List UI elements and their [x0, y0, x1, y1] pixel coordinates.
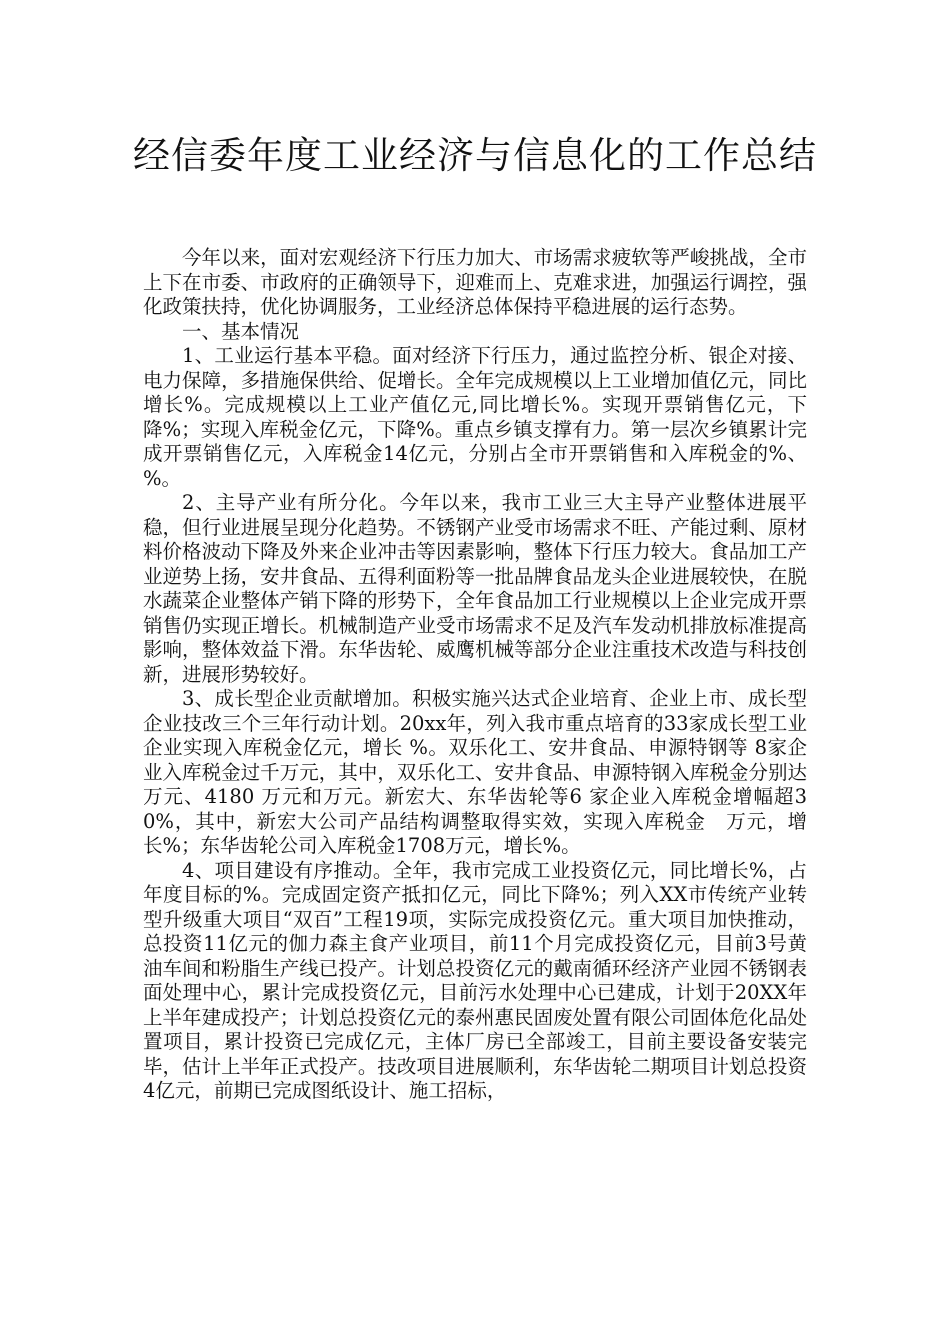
paragraph-intro: 今年以来，面对宏观经济下行压力加大、市场需求疲软等严峻挑战，全市上下在市委、市政府的正确领导下，迎难而上、克难求进，加强运行调控，强化政策扶持，优化协调服务，工业经济总体保持平稳进展的运行态势。 [143, 246, 807, 318]
paragraph-project-construction: 4、项目建设有序推动。全年，我市完成工业投资亿元，同比增长%，占年度目标的%。完成固定资产抵扣亿元，同比下降%；列入XX市传统产业转型升级重大项目“双百”工程19项，实际完成投资亿元。重大项目加快推动，总投资11亿元的伽力森主食产业项目，前11个月完成投资亿元，目前3号黄油车间和粉脂生产线已投产。计划总投资亿元的戴南循环经济产业园不锈钢表面处理中心，累计完成投资亿元，目前污水处理中心已建成，计划于20XX年上半年建成投产；计划总投资亿元的泰州惠民固废处置有限公司固体危化品处置项目，累计投资已完成亿元，主体厂房已全部竣工，目前主要设备安装完毕，估计上半年正式投产。技改项目进展顺利，东华齿轮二期项目计划总投资4亿元，前期已完成图纸设计、施工招标， [143, 858, 807, 1102]
document-title: 经信委年度工业经济与信息化的工作总结 [133, 134, 817, 177]
paragraph-leading-industries: 2、主导产业有所分化。今年以来，我市工业三大主导产业整体进展平稳，但行业进展呈现分化趋势。不锈钢产业受市场需求不旺、产能过剩、原材料价格波动下降及外来企业冲击等因素影响，整体下行压力较大。食品加工产业逆势上扬，安井食品、五得利面粉等一批品牌食品龙头企业进展较快，在脱水蔬菜企业整体产销下降的形势下，全年食品加工行业规模以上企业完成开票销售仍实现正增长。机械制造产业受市场需求不足及汽车发动机排放标准提高影响，整体效益下滑。东华齿轮、威鹰机械等部分企业注重技术改造与科技创新，进展形势较好。 [143, 491, 807, 686]
section-heading-basic-situation: 一、基本情况 [182, 319, 300, 343]
document-body [143, 246, 807, 1104]
paragraph-industrial-operation: 1、工业运行基本平稳。面对经济下行压力，通过监控分析、银企对接、电力保障，多措施保供给、促增长。全年完成规模以上工业增加值亿元，同比增长%。完成规模以上工业产值亿元,同比增长%。实现开票销售亿元，下降%；实现入库税金亿元，下降%。重点乡镇支撑有力。第一层次乡镇累计完成开票销售亿元，入库税金14亿元，分别占全市开票销售和入库税金的%、%。 [143, 344, 807, 490]
paragraph-growth-enterprises: 3、成长型企业贡献增加。积极实施兴达式企业培育、企业上市、成长型企业技改三个三年行动计划。20xx年，列入我市重点培育的33家成长型工业企业实现入库税金亿元，增长 %。双乐化工、安井食品、申源特钢等 8家企业入库税金过千万元，其中，双乐化工、安井食品、申源特钢入库税金分别达万元、4180 万元和万元。新宏大、东华齿轮等6 家企业入库税金增幅超30%，其中，新宏大公司产品结构调整取得实效，实现入库税金 万元，增长%；东华齿轮公司入库税金1708万元，增长%。 [143, 687, 807, 857]
